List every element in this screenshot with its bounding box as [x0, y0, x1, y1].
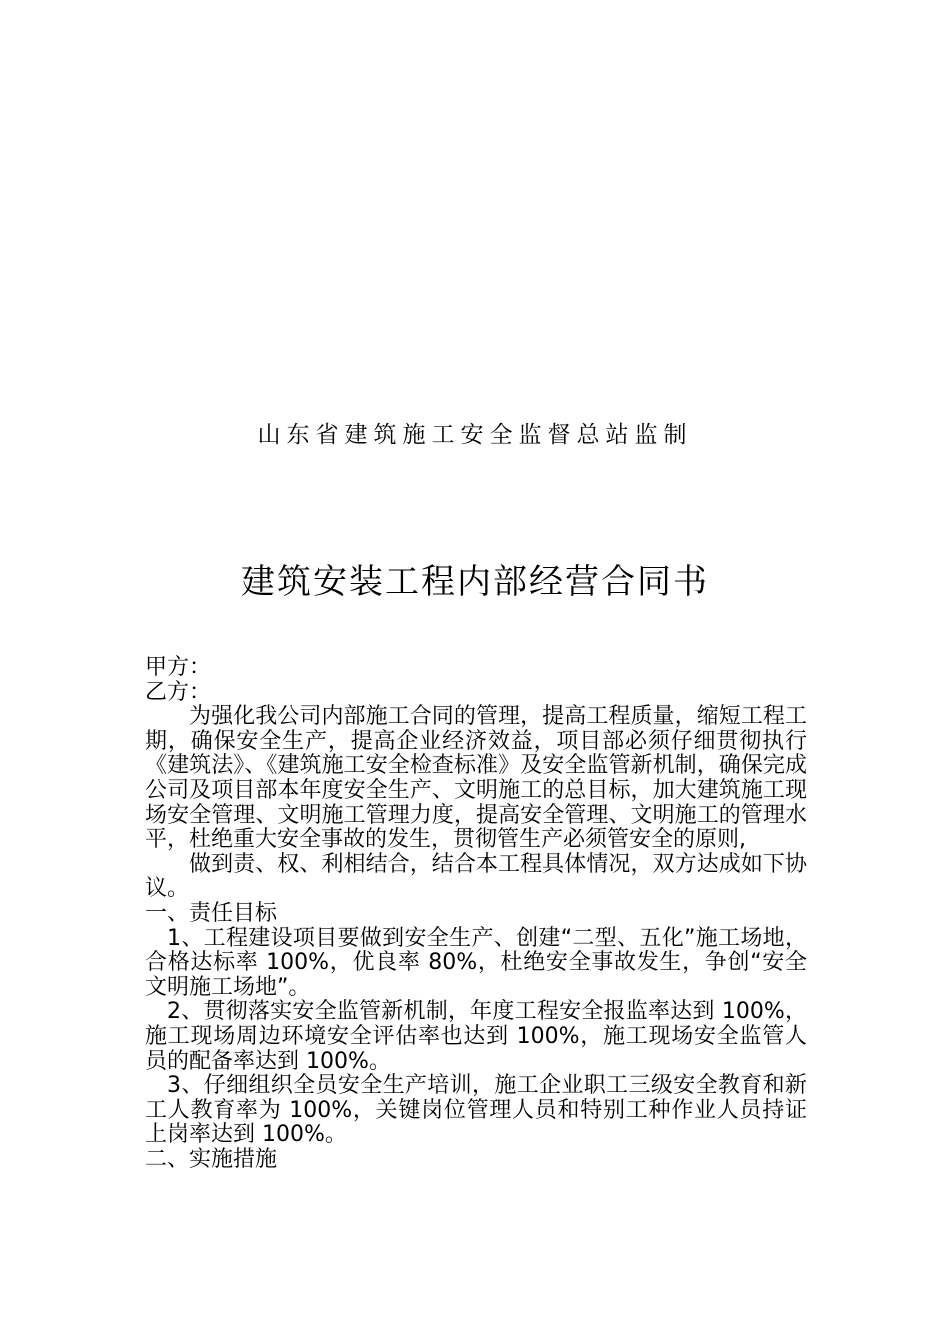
supervisor-line: 山东省建筑施工安全监督总站监制: [257, 422, 693, 448]
document-title: 建筑安装工程内部经营合同书: [241, 562, 709, 602]
target-item-1: 1、工程建设项目要做到安全生产、创建“二型、五化”施工场地，合格达标率 100%，优良率 80%，杜绝安全事故发生，争创“安全文明施工场地”。: [145, 925, 807, 1000]
party-b-label: 乙方：: [145, 679, 212, 705]
intro-paragraph-1: 为强化我公司内部施工合同的管理，提高工程质量，缩短工程工期，确保安全生产，提高企业经济效益，项目部必须仔细贯彻执行《建筑法》、《建筑施工安全检查标准》及安全监管新机制，确保完成公司及项目部本年度安全生产、文明施工的总目标，加大建筑施工现场安全管理、文明施工管理力度，提高安全管理、文明施工的管理水平，杜绝重大安全事故的发生，贯彻管生产必须管安全的原则,: [145, 704, 807, 853]
section-2-heading: 二、实施措施: [145, 1146, 278, 1172]
document-body: [145, 656, 807, 1172]
party-a-label: 甲方：: [145, 655, 212, 680]
section-1-heading: 一、责任目标: [145, 900, 278, 926]
intro-paragraph-2: 做到责、权、利相结合，结合本工程具体情况，双方达成如下协议。: [145, 851, 807, 902]
target-item-3: 3、仔细组织全员安全生产培训，施工企业职工三级安全教育和新工人教育率为 100%，关键岗位管理人员和特别工种作业人员持证上岗率达到 100%。: [145, 1073, 807, 1148]
target-item-2: 2、贯彻落实安全监管新机制，年度工程安全报监率达到 100%，施工现场周边环境安全评估率也达到 100%，施工现场安全监管人员的配备率达到 100%。: [145, 999, 807, 1074]
